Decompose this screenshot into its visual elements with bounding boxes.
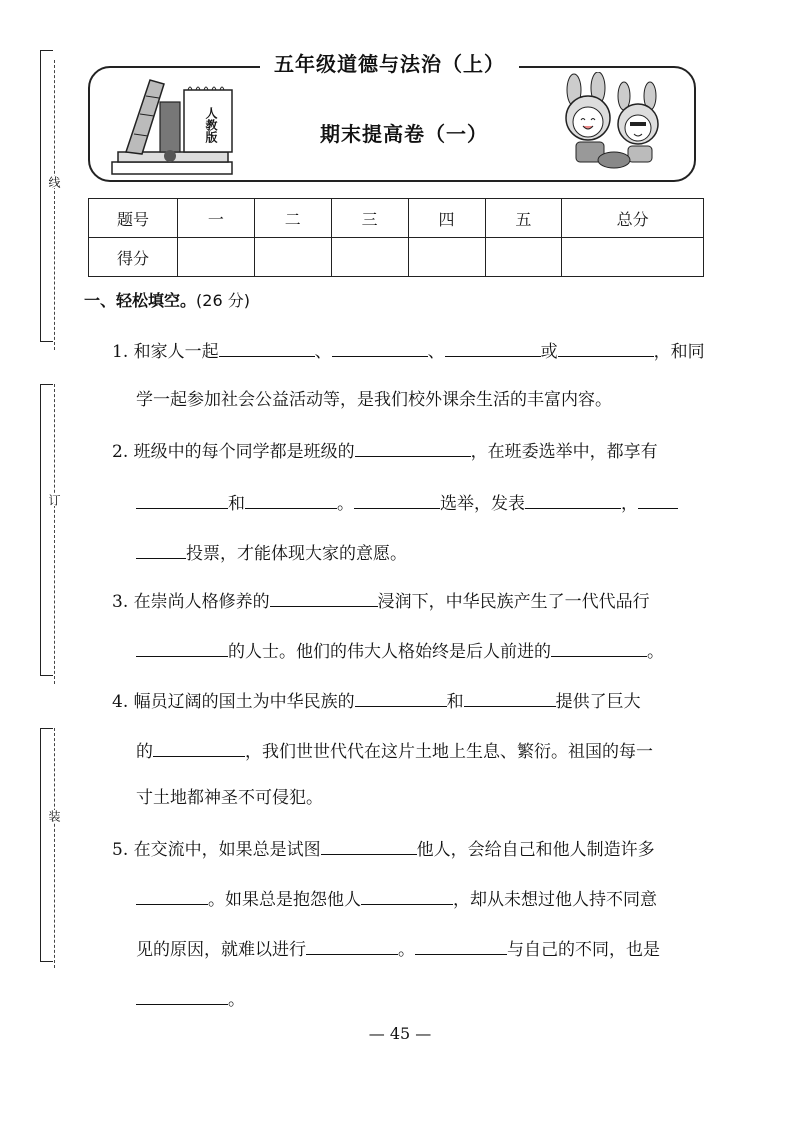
- question-3-line-2: [136, 638, 716, 664]
- question-5-line-4: [136, 986, 716, 1012]
- question-number: 1.: [112, 342, 129, 362]
- binding-dashed-line-top: [54, 60, 55, 350]
- score-cell[interactable]: [408, 238, 485, 277]
- score-header-cell: 二: [254, 199, 331, 238]
- binding-dashed-line-bottom: [54, 728, 55, 968]
- question-text: ，我们世世代代在这片土地上生息、繁衍。祖国的每一: [245, 742, 653, 762]
- answer-blank[interactable]: [354, 490, 440, 509]
- answer-blank[interactable]: [306, 936, 398, 955]
- score-row-label: 得分: [89, 238, 178, 277]
- question-text: ，却从未想过他人持不同意: [453, 890, 657, 910]
- answer-blank[interactable]: [153, 738, 245, 757]
- question-text: ，: [621, 494, 638, 514]
- answer-blank[interactable]: [321, 836, 417, 855]
- question-text: 。: [228, 990, 245, 1010]
- answer-blank[interactable]: [136, 490, 228, 509]
- question-4-line-2: [136, 738, 716, 764]
- answer-blank[interactable]: [136, 886, 208, 905]
- question-number: 5.: [112, 840, 129, 860]
- score-table-header-row: [89, 199, 704, 238]
- answer-blank[interactable]: [551, 638, 647, 657]
- cartoon-kids-illustration: [554, 72, 684, 176]
- question-number: 4.: [112, 692, 129, 712]
- question-3-line-1: [112, 588, 692, 614]
- answer-blank[interactable]: [136, 540, 186, 559]
- question-text: 。如果总是抱怨他人: [208, 890, 361, 910]
- section-heading: [84, 288, 250, 311]
- question-5-line-2: [136, 886, 716, 912]
- binding-mark-xian: 线: [47, 176, 61, 188]
- score-header-cell: 四: [408, 199, 485, 238]
- question-text: 和家人一起: [133, 342, 219, 362]
- binding-margin: [36, 40, 76, 980]
- question-4-line-1: [112, 688, 692, 714]
- question-text: 。: [647, 642, 664, 662]
- question-number: 2.: [112, 442, 129, 462]
- question-text: 。: [398, 940, 415, 960]
- score-header-cell: 一: [178, 199, 255, 238]
- question-text: ，和同: [653, 342, 705, 362]
- question-text: 。: [337, 494, 354, 514]
- question-number: 3.: [112, 592, 129, 612]
- answer-blank[interactable]: [136, 638, 228, 657]
- binding-mark-zhuang: 装: [47, 810, 61, 822]
- answer-blank[interactable]: [270, 588, 378, 607]
- question-text: 与自己的不同，也是: [507, 940, 660, 960]
- answer-blank[interactable]: [464, 688, 556, 707]
- question-text: 见的原因，就难以进行: [136, 940, 306, 960]
- answer-blank[interactable]: [525, 490, 621, 509]
- question-2-line-3: [136, 540, 716, 566]
- question-1-line-2: 学一起参加社会公益活动等，是我们校外课余生活的丰富内容。: [136, 390, 612, 410]
- answer-blank[interactable]: [415, 936, 507, 955]
- answer-blank[interactable]: [638, 490, 678, 509]
- answer-blank[interactable]: [355, 688, 447, 707]
- question-5-line-1: [112, 836, 692, 862]
- answer-blank[interactable]: [332, 338, 428, 357]
- question-text: 的: [136, 742, 153, 762]
- answer-blank[interactable]: [445, 338, 541, 357]
- score-cell[interactable]: [254, 238, 331, 277]
- answer-blank[interactable]: [355, 438, 471, 457]
- answer-blank[interactable]: [245, 490, 337, 509]
- score-table: [88, 198, 704, 277]
- question-text: 在交流中，如果总是试图: [133, 840, 321, 860]
- binding-dashed-line-mid: [54, 384, 55, 684]
- section-title: 一、轻松填空。: [84, 291, 197, 310]
- score-cell[interactable]: [178, 238, 255, 277]
- question-text: 在崇尚人格修养的: [133, 592, 270, 612]
- question-2-line-1: [112, 438, 692, 464]
- book-label: 人教版: [204, 107, 218, 143]
- binding-mark-ding: 订: [47, 494, 61, 506]
- question-text: 选举，发表: [440, 494, 525, 514]
- answer-blank[interactable]: [361, 886, 453, 905]
- score-cell[interactable]: [331, 238, 408, 277]
- binding-bracket-mid: [40, 384, 53, 676]
- score-cell[interactable]: [485, 238, 562, 277]
- question-text: 班级中的每个同学都是班级的: [133, 442, 355, 462]
- page-title: 五年级道德与法治（上）: [260, 48, 519, 77]
- score-header-cell: 五: [485, 199, 562, 238]
- question-text: 、: [427, 342, 445, 362]
- header-banner: [88, 52, 696, 182]
- answer-blank[interactable]: [136, 986, 228, 1005]
- question-text: 提供了巨大: [555, 692, 641, 712]
- exam-subtitle: 期末提高卷（一）: [320, 122, 488, 146]
- question-5-line-3: [136, 936, 716, 962]
- binding-bracket-top: [40, 50, 53, 342]
- question-4-line-3: 寸土地都神圣不可侵犯。: [136, 788, 323, 808]
- question-text: 浸润下，中华民族产生了一代代品行: [377, 592, 650, 612]
- score-header-cell: 三: [331, 199, 408, 238]
- question-text: 、: [314, 342, 332, 362]
- score-header-cell: 总分: [562, 199, 704, 238]
- question-text: 投票，才能体现大家的意愿。: [186, 544, 407, 564]
- question-text: 的人士。他们的伟大人格始终是后人前进的: [228, 642, 551, 662]
- page-number: — 45 —: [368, 1024, 432, 1043]
- question-text: 和: [446, 692, 464, 712]
- question-text: 或: [540, 342, 558, 362]
- books-illustration: [104, 74, 244, 178]
- question-1-line-1: [112, 338, 705, 364]
- question-2-line-2: [136, 490, 716, 516]
- question-text: 他人，会给自己和他人制造许多: [416, 840, 655, 860]
- answer-blank[interactable]: [558, 338, 654, 357]
- question-text: 和: [228, 494, 245, 514]
- score-header-cell: 题号: [89, 199, 178, 238]
- binding-bracket-bottom: [40, 728, 53, 962]
- score-table-score-row: [89, 238, 704, 277]
- score-cell[interactable]: [562, 238, 704, 277]
- answer-blank[interactable]: [219, 338, 315, 357]
- question-text: ，在班委选举中，都享有: [470, 442, 658, 462]
- section-points: (26 分): [196, 291, 250, 310]
- question-text: 幅员辽阔的国土为中华民族的: [133, 692, 355, 712]
